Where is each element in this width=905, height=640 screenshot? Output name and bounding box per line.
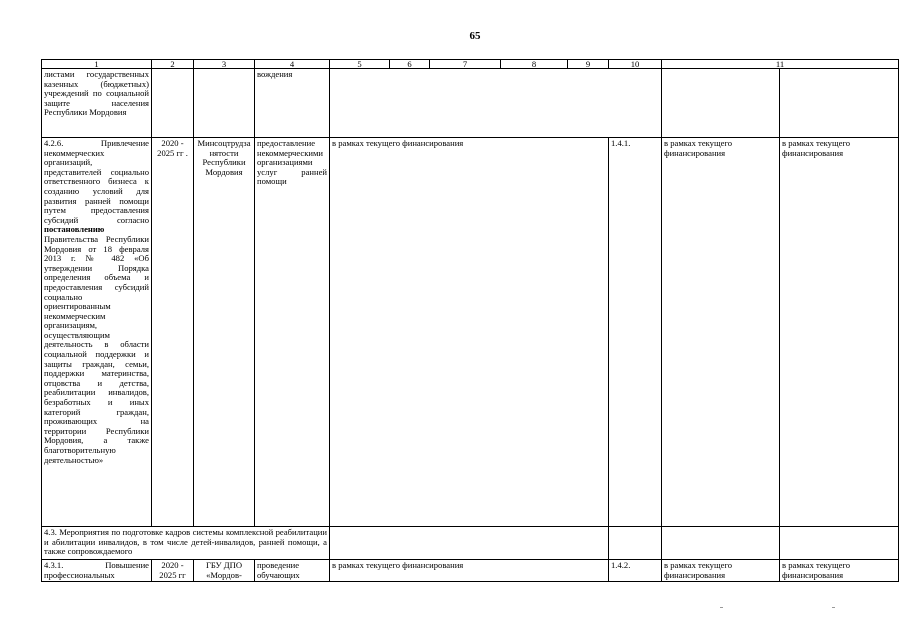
result-cell: предоставление некоммерческими организациями услуг ранней помощи bbox=[255, 138, 330, 527]
measure-text: 4.2.6. Привлечение некоммерческих организаций, представителей социально ответственного бизнеса к созданию условий для развития ранней помощи путем предоставления субсидий согласно bbox=[44, 138, 149, 225]
measure-text-bold: постановлению bbox=[44, 224, 105, 235]
empty-cell bbox=[662, 527, 780, 560]
financing-cell: в рамках текущего финансирования bbox=[330, 560, 609, 582]
executor-cell: ГБУ ДПО «Мордов- bbox=[194, 560, 255, 582]
empty-cell bbox=[609, 527, 662, 560]
header-cell: 3 bbox=[194, 60, 255, 69]
executor-cell bbox=[194, 69, 255, 138]
financing-cell-a bbox=[662, 69, 780, 138]
header-cell: 5 bbox=[330, 60, 390, 69]
column-number-row bbox=[42, 60, 899, 69]
result-cell: вождения bbox=[255, 69, 330, 138]
measure-row-4-2-6 bbox=[42, 138, 899, 527]
executor-cell: Минсоцтрудзанятости Республики Мордовия bbox=[194, 138, 255, 527]
section-heading: 4.3. Мероприятия по подготовке кадров системы комплексной реабилитации и абилитации инвалидов, в том числе детей-инвалидов, ранней помощи, а также сопровождаемого bbox=[42, 527, 330, 560]
indicator-cell: 1.4.2. bbox=[609, 560, 662, 582]
period-cell: 2020 - 2025 гг bbox=[152, 560, 194, 582]
measure-row-4-3-1 bbox=[42, 560, 899, 582]
financing-cell: в рамках текущего финансирования bbox=[330, 138, 609, 527]
continuation-row bbox=[42, 69, 899, 138]
header-cell: 7 bbox=[430, 60, 501, 69]
result-cell: проведение обучающих bbox=[255, 560, 330, 582]
measure-name-cell bbox=[42, 138, 152, 527]
financing-cell bbox=[330, 69, 662, 138]
header-cell: 11 bbox=[662, 60, 899, 69]
header-cell: 4 bbox=[255, 60, 330, 69]
financing-cell-b: в рамках текущего финансирования bbox=[780, 138, 899, 527]
financing-cell-a: в рамках текущего финансирования bbox=[662, 138, 780, 527]
measure-name-cell: листами государственных казенных (бюджетных) учреждений по социальной защите населения Республики Мордовия bbox=[42, 69, 152, 138]
header-cell: 9 bbox=[568, 60, 609, 69]
section-row-4-3 bbox=[42, 527, 899, 560]
page-number: 65 bbox=[469, 30, 481, 42]
empty-cell bbox=[330, 527, 609, 560]
program-measures-table bbox=[41, 59, 899, 582]
header-cell: 6 bbox=[390, 60, 430, 69]
header-cell: 1 bbox=[42, 60, 152, 69]
measure-text: Правительства Республики Мордовия от 18 февраля 2013 г. № 482 «Об утверждении Порядка определения объема и предоставления субсидий социально ориентированным некоммерческим организациям, осуществляющим деятельность в области социальной поддержки и защиты граждан, семьи, поддержки материнства, отцовства и детства, реабилитации инвалидов, безработных и иных категорий граждан, проживающих на территории Республики Мордовия, а также благотворительную деятельностью» bbox=[44, 233, 149, 465]
measure-name-cell: 4.3.1. Повышение профессиональных bbox=[42, 560, 152, 582]
empty-cell bbox=[780, 527, 899, 560]
period-cell: 2020 - 2025 гг . bbox=[152, 138, 194, 527]
financing-cell-a: в рамках текущего финансирования bbox=[662, 560, 780, 582]
financing-cell-b bbox=[780, 69, 899, 138]
header-cell: 8 bbox=[501, 60, 568, 69]
scan-speck bbox=[832, 607, 835, 608]
period-cell bbox=[152, 69, 194, 138]
indicator-cell: 1.4.1. bbox=[609, 138, 662, 527]
header-cell: 10 bbox=[609, 60, 662, 69]
financing-cell-b: в рамках текущего финансирования bbox=[780, 560, 899, 582]
header-cell: 2 bbox=[152, 60, 194, 69]
scan-speck bbox=[720, 607, 723, 608]
